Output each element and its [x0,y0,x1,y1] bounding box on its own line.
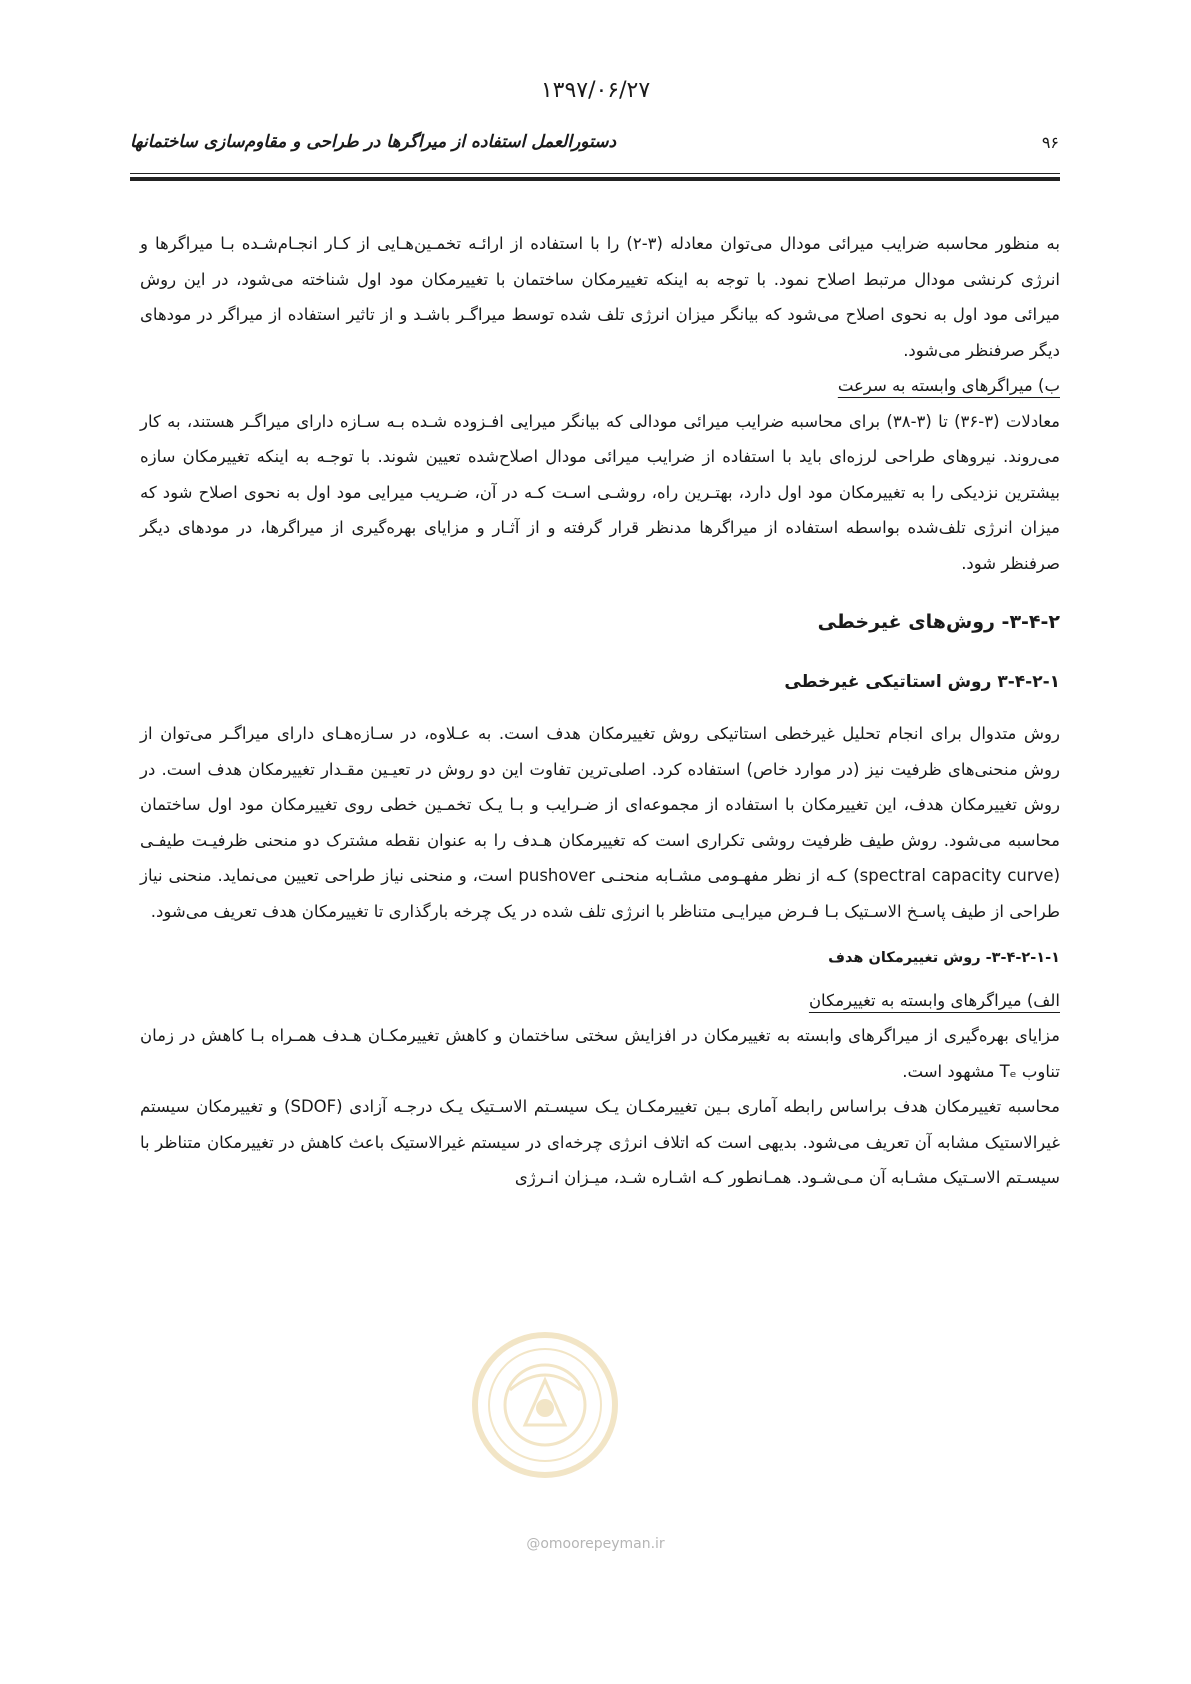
p5-text-2: ) و تغییرمکان سیستم غیرالاستیک مشابه آن تعریف می‌شود. بدیهی است که اتلاف انرژی چرخه‌ای در سیستم غیرالاستیک باعث کاهش در تغییرمکان متناظر با سیسـتم الاسـتیک مشـابه آن مـی‌شـود. همـانطور کـه اشـاره شـد، میـزان انـرژی [140,1097,1060,1187]
paragraph-nonlinear-static [140,716,1060,929]
paragraph-target-displacement [140,1089,1060,1196]
paragraph-velocity-dampers: معادلات (۳-۳۶) تا (۳-۳۸) برای محاسبه ضرایب میرائی مودالی که بیانگر میرایی افـزوده شـده بـه سـازه دارای میراگـر هستند، به کار می‌روند. نیروهای طراحی لرزه‌ای باید با استفاده از ضرایب میرائی مودال اصلاح‌شده تعیین شوند. با توجـه به اینکه تغییرمکان سازه بیشترین نزدیکی را به تغییرمکان مود اول دارد، بهتـرین راه، روشـی اسـت کـه در آن، ضـریب میرایی مود اول به نحوی اصلاح شود که میزان انرژی تلف‌شده بواسطه استفاده از میراگرها مدنظر قرار گرفته و از آثـار و مزایای بهره‌گیری از میراگرها، در مودهای دیگر صرفنظر شود. [140,411,1060,573]
label-a-text: الف) میراگرهای وابسته به تغییرمکان [808,990,1060,1010]
p3-text-1: روش متدوال برای انجام تحلیل غیرخطی استاتیکی روش تغییرمکان هدف است. به عـلاوه، در سـازه‌هـای دارای میراگـر می‌توان از روش منحنی‌های ظرفیت نیز (در موارد خاص) استفاده کرد. اصلی‌ترین تفاوت این دو روش در تعیـین مقـدار تغییرمکان هدف است. در روش تغییرمکان هدف، این تغییرمکان با استفاده از مجموعه‌ای از ضـرایب و بـا یـک تخمـین خطی روی تغییرمکان مود اول ساختمان محاسبه می‌شود. روش طیف ظرفیت روشی تکراری است که تغییرمکان هـدف را به عنوان نقطه مشترک دو منحنی ظرفیـت طیفـی ( [140,724,1060,885]
symbol-period-te: Tₑ [999,1061,1017,1081]
p4-text-1: مزایای بهره‌گیری از میراگرهای وابسته به تغییرمکان در افزایش سختی ساختمان و کاهش تغییرمکـان هـدف همـراه بـا کاهش در زمان تناوب [140,1026,1060,1081]
subsection-label-velocity-dampers [140,368,1060,404]
watermark-url: @omoorepeyman.ir [526,1536,665,1552]
header-rule-thin [130,173,1060,174]
running-header-title: دستورالعمل استفاده از میراگرها در طراحی و مقاوم‌سازی ساختمانها [130,132,617,152]
p3-text-3: است، و منحنی نیاز طراحی تعیین می‌نماید. منحنی نیاز طراحی از طیف پاسـخ الاسـتیک بـا فـرض میرایـی متناظر با انرژی تلف شده در یک چرخه بارگذاری تا تغییرمکان هدف تعریف می‌شود. [140,866,1060,921]
subsubsection-heading-target-displacement: ۳-۴-۲-۱-۱- روش تغییرمکان هدف [828,950,1060,966]
subsection-heading-nonlinear-static: ۳-۴-۲-۱ روش استاتیکی غیرخطی [784,671,1060,692]
page-number: ۹۶ [1041,133,1059,152]
p4-text-2: مشهود است. [902,1061,1000,1081]
p3-text-2: ) کـه از نظر مفهـومی مشـابه منحنـی [595,866,860,885]
watermark-seal-icon [470,1330,620,1480]
section-heading-nonlinear: ۳-۴-۲- روش‌های غیرخطی [817,611,1060,633]
paragraph-displacement-dampers [140,1018,1060,1089]
term-spectral-capacity-curve: spectral capacity curve [859,866,1054,885]
p5-text-1: محاسبه تغییرمکان هدف براساس رابطه آماری بـین تغییرمکـان یـک سیسـتم الاسـتیک یـک درجـه آزادی ( [336,1097,1060,1116]
document-date: ۱۳۹۷/۰۶/۲۷ [540,78,651,103]
label-b-text: ب) میراگرهای وابسته به سرعت [837,376,1060,395]
paragraph-modal-damping: به منظور محاسبه ضرایب میرائی مودال می‌توان معادله (۳-۲) را با استفاده از ارائـه تخمـین‌هـایی از کـار انجـام‌شـده بـا میراگرها و انرژی کرنشی مودال مرتبط اصلاح نمود. با توجه به اینکه تغییرمکان ساختمان با تغییرمکان مود اول شناخته می‌شود، در این روش میرائی مود اول به نحوی اصلاح می‌شود که بیانگر میزان انرژی تلف شده توسط میراگـر باشـد و از تاثیر استفاده از میراگر در مودهای دیگر صرفنظر می‌شود. [140,234,1060,360]
term-pushover: pushover [518,866,596,885]
header-rule-thick [130,177,1060,181]
term-sdof: SDOF [290,1097,337,1116]
page-body [140,226,1060,1196]
subsection-label-displacement-dampers [140,983,1060,1019]
